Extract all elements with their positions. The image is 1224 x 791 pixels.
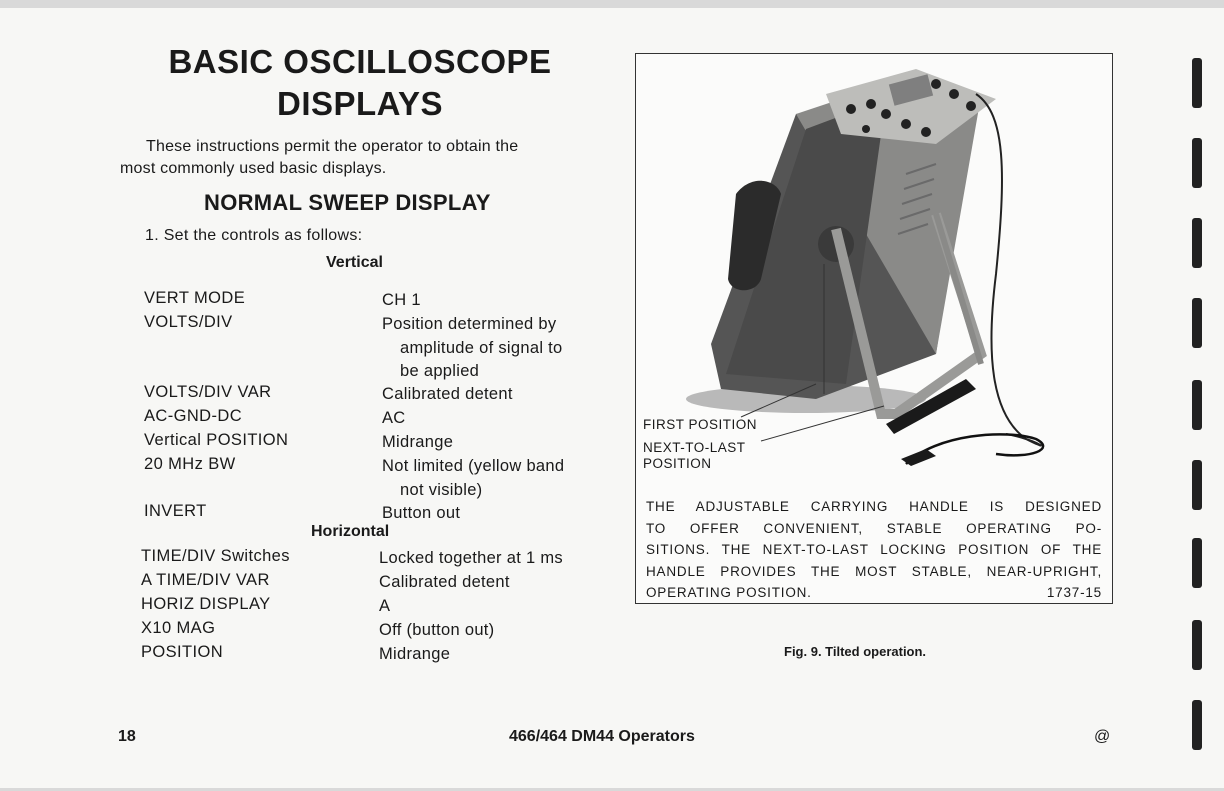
caption-line: SITIONS. THE NEXT-TO-LAST LOCKING POSITION OF THE [646, 542, 1102, 557]
control-label: A TIME/DIV VAR [141, 571, 270, 589]
control-value [382, 455, 564, 502]
control-label: VOLTS/DIV VAR [144, 383, 272, 401]
value-line: not visible) [400, 480, 483, 499]
control-label: INVERT [144, 502, 207, 520]
control-value: Locked together at 1 ms [379, 549, 563, 567]
caption-line: THE ADJUSTABLE CARRYING HANDLE IS DESIGNED [646, 499, 1102, 514]
caption-line: HANDLE PROVIDES THE MOST STABLE, NEAR-UPRIGHT, [646, 563, 1102, 579]
binder-tab [1192, 218, 1202, 268]
value-line: Not limited (yellow band [382, 457, 565, 475]
step-text: 1. Set the controls as follows: [145, 227, 363, 244]
section-heading: NORMAL SWEEP DISPLAY [204, 190, 491, 215]
control-value: Midrange [382, 433, 454, 451]
binder-tab [1192, 298, 1202, 348]
callout-line: NEXT-TO-LAST [643, 440, 746, 455]
control-value: A [379, 597, 391, 615]
control-value: CH 1 [382, 291, 421, 309]
control-label: TIME/DIV Switches [141, 547, 290, 565]
control-label: VOLTS/DIV [144, 313, 233, 331]
binder-tab [1192, 138, 1202, 188]
control-label: AC-GND-DC [144, 407, 243, 425]
page-number: 18 [118, 728, 136, 745]
caption-last-line [646, 582, 1102, 604]
control-value: Calibrated detent [379, 573, 510, 591]
figure-box [635, 53, 1113, 604]
page-title-line2: DISPLAYS [276, 85, 443, 122]
control-label: POSITION [141, 643, 224, 661]
binder-tab [1192, 460, 1202, 510]
control-label: Vertical POSITION [144, 431, 289, 449]
manual-title: 466/464 DM44 Operators [509, 728, 695, 745]
callout-first-position: FIRST POSITION [643, 417, 758, 432]
figure-caption: Fig. 9. Tilted operation. [784, 644, 927, 659]
control-value: Calibrated detent [382, 385, 513, 403]
callout-line: POSITION [643, 456, 712, 471]
page-title-line1: BASIC OSCILLOSCOPE [168, 43, 552, 80]
caption-line: TO OFFER CONVENIENT, STABLE OPERATING PO- [646, 520, 1102, 536]
control-value: Midrange [379, 645, 451, 663]
figure-number: 1737-15 [1046, 585, 1102, 600]
binder-edge [1180, 8, 1224, 788]
figure-caption-text [646, 496, 1102, 604]
copyright-mark: @ [1094, 728, 1111, 745]
value-line: Position determined by [382, 315, 557, 333]
control-label: VERT MODE [144, 289, 246, 307]
caption-line: OPERATING POSITION. [646, 585, 812, 600]
binder-tab [1192, 538, 1202, 588]
control-value: Button out [382, 504, 461, 522]
control-value [382, 313, 563, 384]
binder-tab [1192, 380, 1202, 430]
intro-line: These instructions permit the operator to obtain the [146, 138, 519, 155]
intro-line: most commonly used basic displays. [120, 160, 387, 177]
vertical-heading: Vertical [326, 254, 383, 271]
manual-page [0, 8, 1224, 788]
intro-paragraph [120, 136, 610, 180]
callout-next-to-last [643, 440, 746, 472]
control-value: AC [382, 409, 406, 427]
horizontal-heading: Horizontal [311, 523, 390, 540]
control-value: Off (button out) [379, 621, 495, 639]
control-label: X10 MAG [141, 619, 216, 637]
value-line: be applied [400, 362, 480, 380]
control-label: HORIZ DISPLAY [141, 595, 271, 613]
binder-tab [1192, 58, 1202, 108]
binder-tab [1192, 620, 1202, 670]
control-label: 20 MHz BW [144, 455, 236, 473]
value-line: amplitude of signal to [400, 338, 563, 357]
binder-tab [1192, 700, 1202, 750]
